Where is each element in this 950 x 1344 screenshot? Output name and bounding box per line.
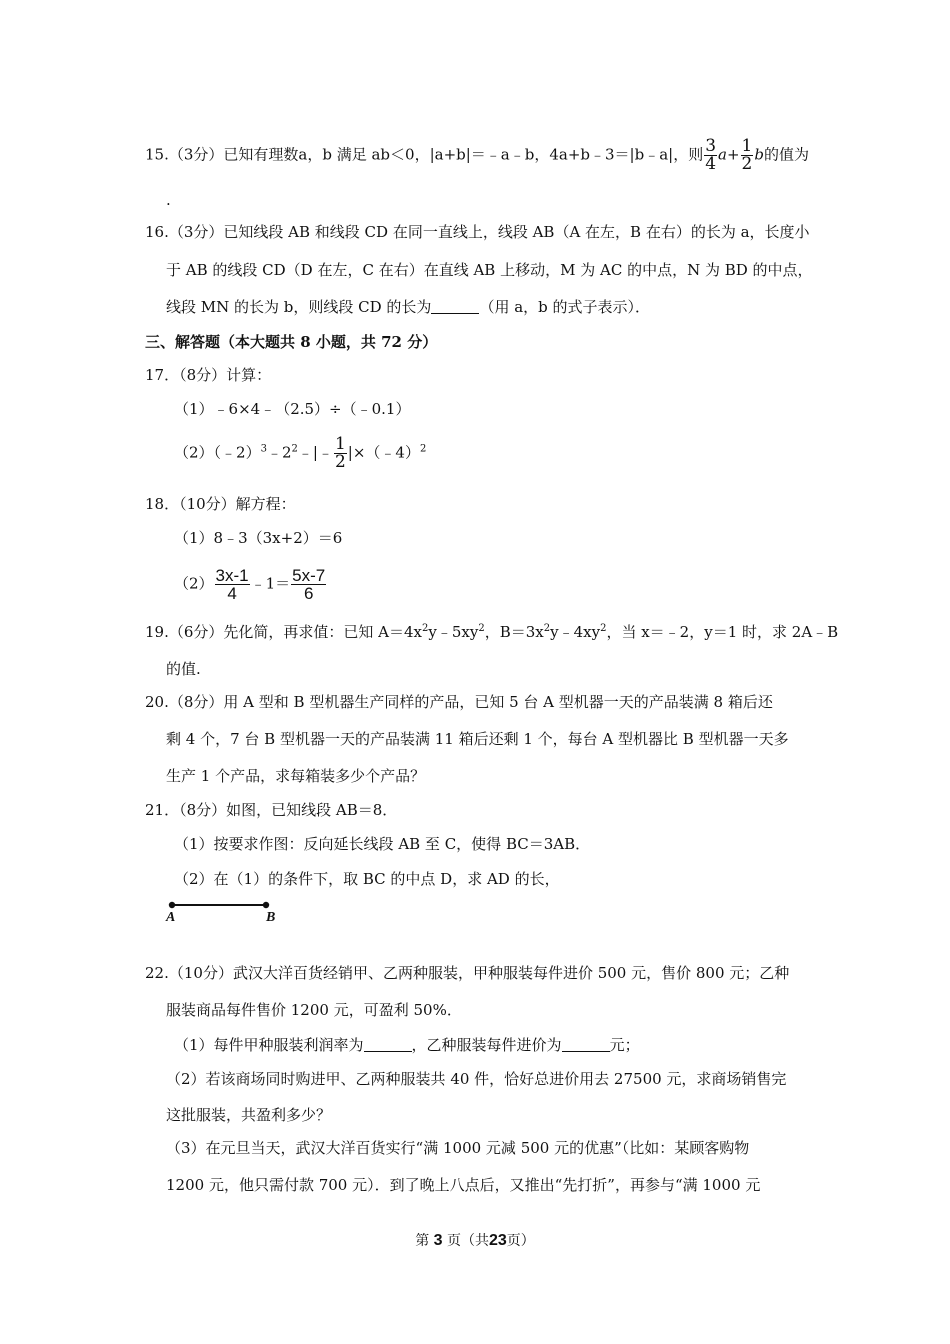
fraction-5x-7-over-6: $\frac{5x-7}{6}$ bbox=[292, 566, 326, 603]
point-a bbox=[169, 902, 175, 908]
answer-blank bbox=[562, 1037, 610, 1052]
page-number: 3 bbox=[433, 1232, 443, 1249]
question-17-part-2: $(2)(﹣2)^3﹣2^2﹣|﹣$ $\frac{1}{2}$ |×（﹣4）$^2$ bbox=[174, 434, 427, 472]
question-22-part-2-line-1: （2）若该商场同时购进甲、乙两种服装共 40 件，恰好总进价用去 27500 元，求商场销售完 bbox=[166, 1070, 787, 1088]
question-20-line-3: 生产 1 个产品，求每箱装多少个产品？ bbox=[166, 767, 426, 785]
question-16-line-1: 16.（3分）已知线段 AB 和线段 CD 在同一直线上，线段 AB（A 在左，B 在右）的长为 a，长度小 bbox=[145, 223, 810, 241]
page-total: 23 bbox=[489, 1232, 507, 1249]
question-22-line-2: 服装商品每件售价 1200 元，可盈利 50%． bbox=[166, 1001, 462, 1019]
q15-var-b: b bbox=[754, 145, 764, 164]
question-22-part-3-line-1: （3）在元旦当天，武汉大洋百货实行“满 1000 元减 500 元的优惠”（比如：某顾客购物 bbox=[166, 1139, 750, 1157]
fraction-1-2: $\frac{1}{2}$ bbox=[334, 434, 346, 472]
question-15-line-1 bbox=[145, 138, 809, 173]
question-22-part-3-line-2: 1200 元，他只需付款 700 元）．到了晚上八点后，又推出“先打折”，再参与“满 1000 元 bbox=[166, 1176, 761, 1194]
question-20-line-1: 20.（8分）用 A 型和 B 型机器生产同样的产品，已知 5 台 A 型机器一天的产品装满 8 箱后还 bbox=[145, 693, 773, 711]
q15-prefix: 15.（3分）已知有理数 bbox=[145, 145, 299, 164]
point-b bbox=[263, 902, 269, 908]
q15-var-a: a+ bbox=[718, 145, 740, 164]
label-b: B bbox=[266, 910, 276, 925]
q15-suffix: 的值为 bbox=[763, 145, 809, 164]
q15-condition: a，b 满足 ab＜0，|a+b|＝﹣a﹣b，4a+b﹣3＝|b﹣a|，则 bbox=[298, 145, 704, 164]
question-19-line-1: 19.（6分）先化简，再求值：已知 $A=4x^2y﹣5xy^2$，$B=3x^2y﹣4xy^2$，当 x＝﹣2，y＝1 时，求 2A﹣B bbox=[145, 623, 839, 641]
question-22-line-1: 22.（10分）武汉大洋百货经销甲、乙两种服装，甲种服装每件进价 500 元，售价 800 元；乙种 bbox=[145, 964, 790, 982]
question-20-line-2: 剩 4 个，7 台 B 型机器一天的产品装满 11 箱后还剩 1 个，每台 A 型机器比 B 型机器一天多 bbox=[166, 730, 789, 748]
question-15-line-2: . bbox=[166, 191, 171, 209]
segment-ab-figure bbox=[160, 896, 290, 926]
section-3-heading: 三、解答题（本大题共 8 小题，共 72 分） bbox=[145, 333, 438, 351]
label-a: A bbox=[166, 910, 176, 925]
question-16-line-3: 线段 MN 的长为 b，则线段 CD 的长为 （用 a，b 的式子表示）． bbox=[166, 298, 651, 316]
question-17-title: 17．（8分）计算： bbox=[145, 366, 272, 384]
question-19-line-2: 的值. bbox=[166, 660, 201, 678]
question-21-part-1: （1）按要求作图：反向延长线段 AB 至 C，使得 BC＝3AB． bbox=[174, 835, 591, 853]
question-21-title: 21．（8分）如图，已知线段 AB＝8． bbox=[145, 801, 398, 819]
answer-blank bbox=[431, 299, 479, 314]
question-18-part-1: （1）8﹣3（3x+2）＝6 bbox=[174, 529, 343, 547]
question-22-part-1: （1）每件甲种服装利润率为 ，乙种服装每件进价为 元； bbox=[174, 1036, 640, 1054]
question-16-line-2: 于 AB 的线段 CD（D 在左，C 在右）在直线 AB 上移动，M 为 AC 的中点，N 为 BD 的中点， bbox=[166, 261, 813, 279]
question-18-part-2: （2） $\frac{3x-1}{4}$ ﹣1＝ $\frac{5x-7}{6}$ bbox=[174, 566, 326, 603]
answer-blank bbox=[364, 1037, 412, 1052]
question-21-part-2: （2）在（1）的条件下，取 BC 的中点 D，求 AD 的长， bbox=[174, 870, 560, 888]
fraction-3-4: $\frac{3}{4}$ bbox=[705, 136, 717, 174]
question-17-part-1: （1）﹣6×4﹣（2.5）÷（﹣0.1） bbox=[174, 400, 411, 418]
fraction-1-2: $\frac{1}{2}$ bbox=[741, 136, 753, 174]
question-18-title: 18．（10分）解方程： bbox=[145, 495, 296, 513]
page-footer: 第 3 页（共23页） bbox=[415, 1232, 535, 1249]
question-22-part-2-line-2: 这批服装，共盈利多少？ bbox=[166, 1106, 332, 1124]
fraction-3x-1-over-4: $\frac{3x-1}{4}$ bbox=[215, 566, 249, 603]
